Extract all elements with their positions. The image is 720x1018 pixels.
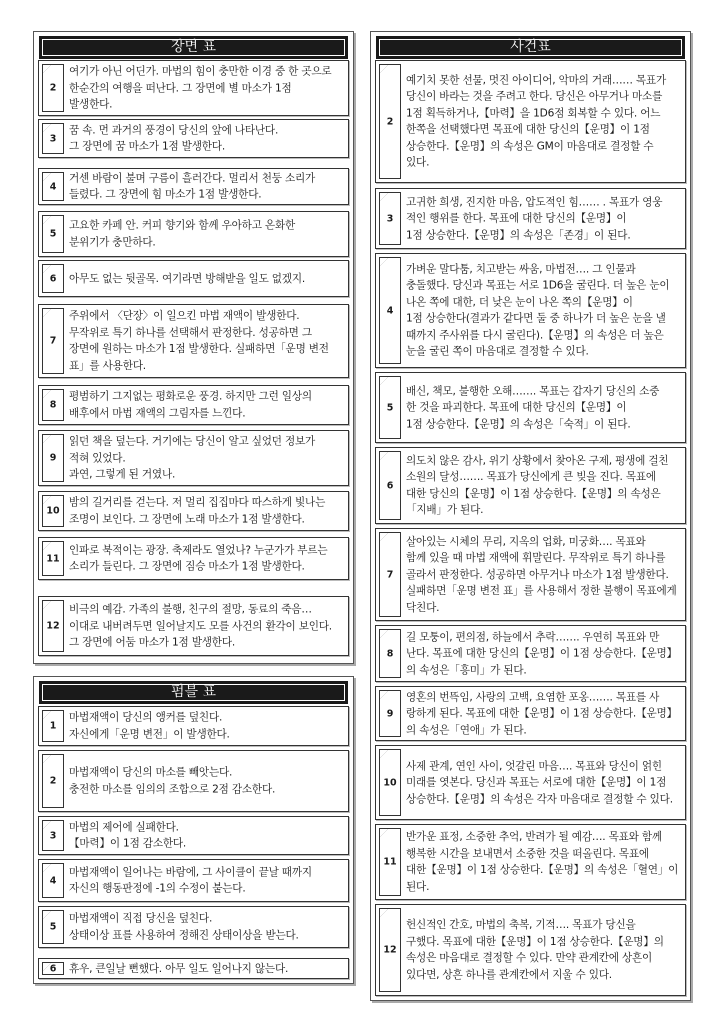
entry-number: 6: [49, 273, 57, 284]
entry-text: 마법의 제어에 실패한다. 【마력】이 1점 감소한다.: [69, 821, 187, 850]
entry-number-tab: [379, 451, 401, 520]
table-entry: [375, 625, 686, 682]
entry-number-tab: [379, 532, 401, 617]
entry-number: 10: [383, 777, 397, 788]
entry-number: 3: [49, 830, 57, 841]
table-entry: [38, 958, 349, 979]
entry-number: 5: [386, 402, 394, 413]
entry-number: 8: [49, 399, 57, 411]
table-entry: [38, 211, 349, 257]
entry-text: 헌신적인 간호, 마법의 축복, 기적…. 목표가 당신을 구했다. 목표에 대한【운명】이 1점 상승한다.【운명】의 속성은 마음대로 결정할 수 있다. 만약 관계칸에 상흔이 있다면, 상흔 하나를 관계칸에서 지울 수 있다.: [406, 919, 664, 981]
entry-number-tab: [42, 264, 64, 293]
table-entry: [38, 60, 349, 116]
entry-text: 고귀한 희생, 진지한 마음, 압도적인 힘…… . 목표가 영웅 적인 행위를 한다. 목표에 대한 당신의【운명】이 1점 상승한다.【운명】의 속성은「존경」이 된다.: [406, 195, 663, 241]
table-entry: [375, 372, 686, 443]
table-entry: [375, 824, 686, 900]
entry-text: 마법재액이 직접 당신을 덮친다. 상태이상 표를 사용하여 정해진 상태이상을 받는다.: [69, 912, 299, 941]
entry-number-tab: [42, 820, 64, 851]
table-entry: [38, 596, 349, 656]
entry-number: 6: [49, 963, 57, 974]
entry-number: 8: [386, 648, 394, 659]
entry-text: 아무도 없는 뒷골목. 여기라면 방해받을 일도 없겠지.: [69, 272, 306, 285]
table-entry: [38, 859, 349, 902]
entry-number: 3: [49, 133, 57, 144]
entry-text: 가벼운 말다툼, 치고받는 싸움, 마법전…. 그 인물과 충돌했다. 당신과 목표는 서로 1D6을 굴린다. 더 높은 눈이 나온 쪽에 대한, 더 낮은 눈이 나온 쪽의【운명】이 1점 상승한다(결과가 같다면 둘 중 하나가 더 높은 눈을 낼 때까지 주사위를 다시 굴린다).【운명】의 속성은 더 높은 눈을 굴린 쪽이 마음대로 결정할 수 있다.: [406, 263, 670, 358]
table-entry: [375, 904, 686, 996]
entry-number: 4: [49, 875, 57, 886]
table-entry: [38, 304, 349, 378]
entry-text: 거센 바람이 불며 구름이 흘러간다. 멀리서 천둥 소리가 들렸다. 그 장면에 힘 마소가 1점 발생한다.: [69, 172, 316, 201]
entry-number: 3: [386, 213, 394, 224]
entry-number-tab: [42, 600, 64, 652]
entry-number: 1: [49, 720, 57, 732]
entry-number-tab: [379, 908, 401, 992]
entry-number-tab: [42, 863, 64, 898]
entry-number-tab: [42, 754, 64, 808]
entry-number-tab: [379, 376, 401, 439]
entry-number-tab: [42, 495, 64, 527]
entry-number-tab: [379, 749, 401, 816]
entry-number: 9: [49, 452, 57, 464]
entry-number-tab: [42, 434, 64, 482]
table-entry: [375, 528, 686, 621]
entry-number: 11: [46, 553, 60, 564]
table-entry: [375, 60, 686, 183]
entry-text: 영혼의 번뜩임, 사랑의 고백, 요염한 포옹……. 목표를 사 랑하게 된다. 목표에 대한【운명】이 1점 상승한다.【운명】 의 속성은「연애」가 된다.: [406, 690, 677, 736]
entry-text: 마법재액이 일어나는 바람에, 그 사이클이 끝날 때까지 자신의 행동판정에 -1의 수정이 붙는다.: [69, 866, 312, 895]
entry-text: 여기가 아닌 어딘가. 마법의 힘이 충만한 이경 중 한 곳으로 한순간의 여행을 떠난다. 그 장면에 별 마소가 1점 발생한다.: [69, 65, 332, 111]
entry-number: 7: [49, 335, 57, 347]
entry-text: 비극의 예감. 가족의 불행, 친구의 절망, 동료의 죽음… 이대로 내버려두면 일어날지도 모를 사건의 환각이 보인다. 그 장면에 어둠 마소가 1점 발생한다.: [69, 603, 332, 649]
entry-number-tab: [42, 710, 64, 742]
entry-number-tab: [379, 690, 401, 737]
table-entry: [38, 260, 349, 297]
entry-number: 4: [386, 305, 394, 316]
entry-number: 11: [383, 856, 397, 868]
entry-number: 4: [49, 181, 57, 192]
entry-number: 12: [46, 620, 60, 632]
table-entry: [38, 816, 349, 855]
entry-text: 반가운 표정, 소중한 추억, 반려가 될 예감…. 목표와 함께 행복한 시간을 보내면서 소중한 것을 떠올린다. 목표에 대한【운명】이 1점 상승한다.【운명】의 속성은「혈연」이 된다.: [406, 831, 679, 893]
table-entry: [38, 537, 349, 580]
entry-number-tab: [42, 389, 64, 421]
entry-number: 2: [49, 775, 57, 787]
table-entry: [38, 750, 349, 812]
entry-number: 10: [46, 505, 60, 517]
entry-text: 평범하기 그지없는 평화로운 풍경. 하지만 그런 일상의 배후에서 마법 재액의 그림자를 느낀다.: [69, 390, 312, 419]
table-entry: [38, 906, 349, 948]
entry-number-tab: [379, 828, 401, 896]
entry-text: 예기치 못한 선물, 멋진 아이디어, 악마의 거래…… 목표가 당신이 바라는 것을 주려고 한다. 당신은 아무거나 마소를 1점 획득하거나,【마력】을 1D6점 회복할 수 있다. 어느 한쪽을 선택했다면 목표에 대한 당신의【운명】이 1점 상승한다.【운명】의 속성은 GM이 마음대로 결정할 수 있다.: [406, 74, 666, 169]
entry-number: 9: [386, 708, 394, 719]
table-entry: [375, 447, 686, 524]
entry-text: 인파로 북적이는 광장. 축제라도 열었나? 누군가가 부르는 소리가 들린다. 그 장면에 짐승 마소가 1점 발생한다.: [69, 544, 328, 573]
entry-text: 배신, 책모, 불행한 오해……. 목표는 갑자기 당신의 소중 한 것을 파괴한다. 목표에 대한 당신의【운명】이 1점 상승한다.【운명】의 속성은「숙적」이 된다.: [406, 384, 660, 430]
entry-number-tab: [42, 215, 64, 253]
entry-number: 2: [386, 116, 394, 127]
entry-text: 휴우, 큰일날 뻔했다. 아무 일도 일어나지 않는다.: [69, 962, 289, 975]
entry-number: 12: [383, 944, 397, 956]
entry-text: 의도치 않은 감사, 위기 상황에서 찾아온 구제, 평생에 걸친 소원의 달성……. 목표가 당신에게 큰 빚을 진다. 목표에 대한 당신의【운명】이 1점 상승한다.【운명】의 속성은 「지배」가 된다.: [406, 454, 669, 516]
table-entry: [38, 491, 349, 531]
table-entry: [375, 745, 686, 820]
entry-number: 6: [386, 480, 394, 491]
entry-number: 2: [49, 82, 57, 94]
entry-text: 길 모퉁이, 편의점, 하늘에서 추락……. 우연히 목표와 만 난다. 목표에 대한 당신의【운명】이 1점 상승한다.【운명】 의 속성은「흥미」가 된다.: [406, 630, 677, 676]
entry-number: 5: [49, 921, 57, 933]
entry-number-tab: [42, 123, 64, 154]
table-entry: [38, 168, 349, 205]
entry-number-tab: [42, 172, 64, 201]
table-entry: [38, 119, 349, 158]
entry-number: 7: [386, 569, 394, 580]
table-entry: [38, 706, 349, 746]
entry-number-tab: [42, 64, 64, 112]
entry-text: 마법재액이 당신의 앵커를 덮친다. 자신에게「운명 변전」이 발생한다.: [69, 711, 230, 740]
entry-text: 읽던 책을 덮는다. 거기에는 당신이 알고 싶었던 정보가 적혀 있었다. 과연, 그렇게 된 거였나.: [69, 435, 316, 481]
table-entry: [38, 430, 349, 486]
entry-text: 살아있는 시체의 무리, 지옥의 업화, 미궁화…. 목표와 함께 있을 때 마법 재액에 휘말린다. 무작위로 특기 하나를 골라서 판정한다. 성공하면 아무거나 마소가 1점 발생한다. 실패하면「운명 변전 표」를 사용해서 정한 불행이 목표에게 닥친다.: [406, 535, 677, 614]
entry-number-tab: [379, 629, 401, 678]
table-entry: [375, 188, 686, 249]
fumble-table-title: 펌블 표: [39, 681, 348, 704]
event-table-title: 사건표: [376, 36, 685, 59]
entry-text: 꿈 속. 먼 과거의 풍경이 당신의 앞에 나타난다. 그 장면에 꿈 마소가 1점 발생한다.: [69, 124, 279, 153]
entry-text: 밤의 길거리를 걷는다. 저 멀리 집집마다 따스하게 빛나는 조명이 보인다. 그 장면에 노래 마소가 1점 발생한다.: [69, 496, 326, 525]
entry-text: 고요한 카페 안. 커피 향기와 함께 우아하고 온화한 분위기가 충만하다.: [69, 219, 296, 248]
entry-number-tab: [379, 64, 401, 179]
scene-table-title: 장면 표: [39, 36, 348, 59]
entry-number: 5: [49, 228, 57, 240]
table-entry: [375, 686, 686, 741]
entry-number-tab: [42, 962, 64, 975]
table-entry: [38, 385, 349, 425]
table-entry: [375, 253, 686, 368]
entry-number-tab: [42, 541, 64, 576]
entry-number-tab: [42, 308, 64, 374]
entry-text: 사제 관계, 연인 사이, 엇갈린 마음…. 목표와 당신이 얽힌 미래를 엿본다. 당신과 목표는 서로에 대한【운명】이 1점 상승한다.【운명】의 속성은 각자 마음대로 결정할 수 있다.: [406, 759, 673, 805]
entry-text: 주위에서 〈단장〉이 일으킨 마법 재액이 발생한다. 무작위로 특기 하나를 선택해서 판정한다. 성공하면 그 장면에 원하는 마소가 1점 발생한다. 실패하면「운명 변전 표」를 사용한다.: [69, 310, 329, 372]
entry-number-tab: [379, 257, 401, 364]
entry-number-tab: [379, 192, 401, 245]
entry-text: 마법재액이 당신의 마소를 빼앗는다. 충전한 마소를 임의의 조합으로 2점 감소한다.: [69, 766, 276, 795]
entry-number-tab: [42, 910, 64, 944]
